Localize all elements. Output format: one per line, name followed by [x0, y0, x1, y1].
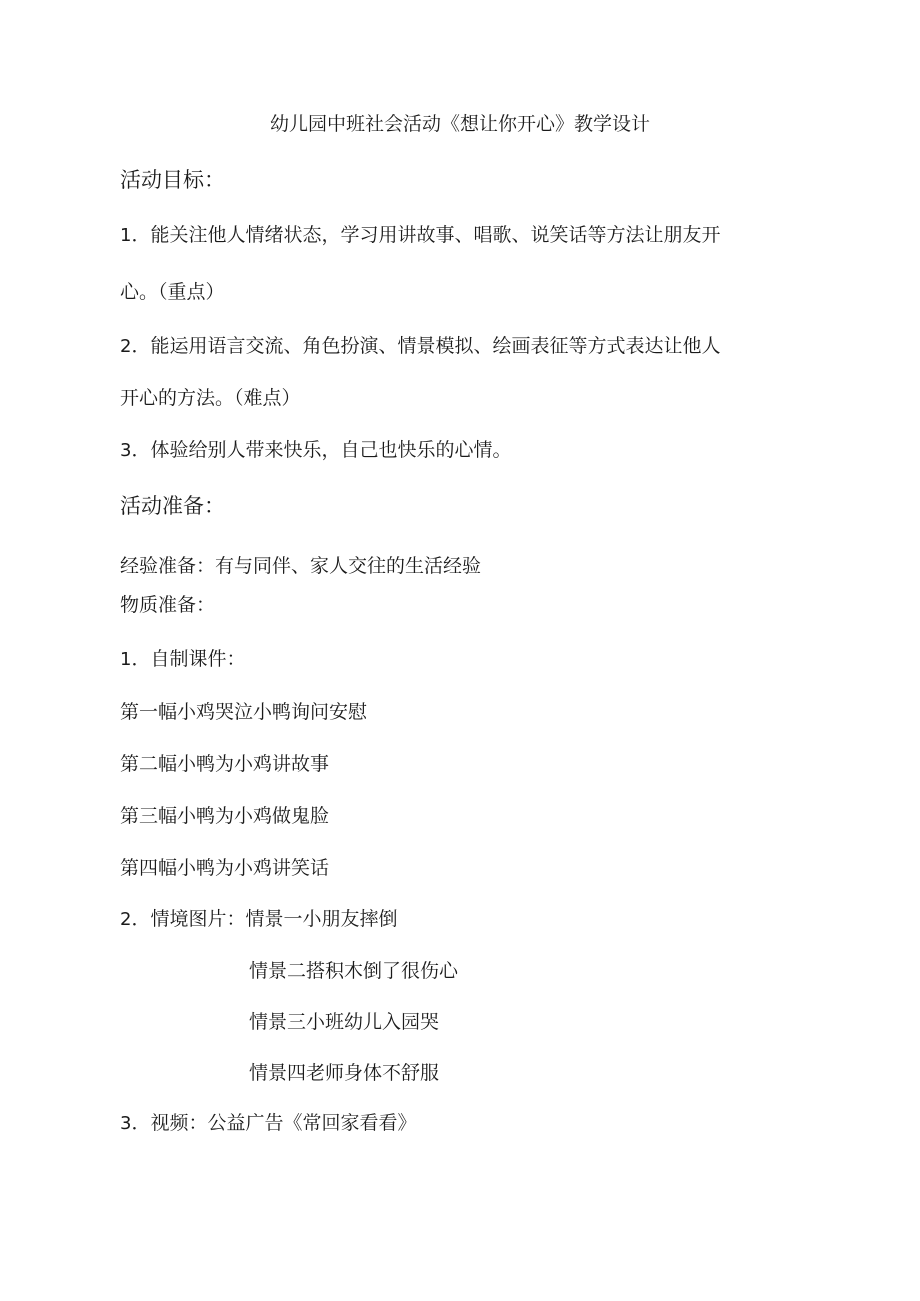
- goal-item-2-line-1: [120, 337, 720, 356]
- goal-item-1-tag: （重点）: [158, 281, 225, 303]
- prep-item-3-text: ．视频：公益广告《常回家看看》: [131, 1112, 417, 1134]
- prep-material: 物质准备：: [120, 594, 216, 616]
- goal-item-2-number: 2: [120, 336, 132, 357]
- prep-item-3: [120, 1114, 416, 1133]
- goal-item-3-number: 3: [120, 440, 132, 461]
- prep-item-2-number: 2: [120, 909, 132, 930]
- prep-experience: 经验准备：有与同伴、家人交往的生活经验: [120, 555, 482, 577]
- prep-item-1: [120, 650, 245, 669]
- goal-item-3: [120, 441, 511, 460]
- goal-item-2-line-2: 开心的方法。（难点）: [120, 387, 301, 409]
- goal-item-2-text: ．能运用语言交流、角色扮演、情景模拟、绘画表征等方式表达让他人: [131, 335, 721, 357]
- goal-item-1-text-cont: 心。: [120, 281, 159, 303]
- goals-heading: 活动目标：: [120, 168, 225, 192]
- courseware-frame-3: 第三幅小鸭为小鸡做鬼脸: [120, 805, 330, 827]
- courseware-frame-2: 第二幅小鸭为小鸡讲故事: [120, 753, 330, 775]
- document-title: 幼儿园中班社会活动《想让你开心》教学设计: [269, 113, 650, 135]
- goal-item-1-text: ．能关注他人情绪状态，学习用讲故事、唱歌、说笑话等方法让朋友开: [131, 224, 721, 246]
- prep-item-1-number: 1: [120, 649, 132, 670]
- scene-3: 情景三小班幼儿入园哭: [249, 1011, 440, 1033]
- prep-item-3-number: 3: [120, 1113, 132, 1134]
- courseware-frame-1: 第一幅小鸡哭泣小鸭询问安慰: [120, 701, 368, 723]
- prep-heading: 活动准备：: [120, 494, 225, 518]
- prep-item-1-text: ．自制课件：: [131, 648, 246, 670]
- prep-item-2: [120, 910, 397, 929]
- courseware-frame-4: 第四幅小鸭为小鸡讲笑话: [120, 857, 330, 879]
- prep-item-2-text: ．情境图片：情景一小朋友摔倒: [131, 908, 398, 930]
- goal-item-1-line-1: [120, 226, 720, 245]
- goal-item-1-number: 1: [120, 225, 132, 246]
- scene-4: 情景四老师身体不舒服: [249, 1062, 440, 1084]
- goal-item-3-text: ．体验给别人带来快乐，自己也快乐的心情。: [131, 439, 512, 461]
- scene-2: 情景二搭积木倒了很伤心: [249, 960, 459, 982]
- goal-item-1-line-2: [120, 283, 225, 302]
